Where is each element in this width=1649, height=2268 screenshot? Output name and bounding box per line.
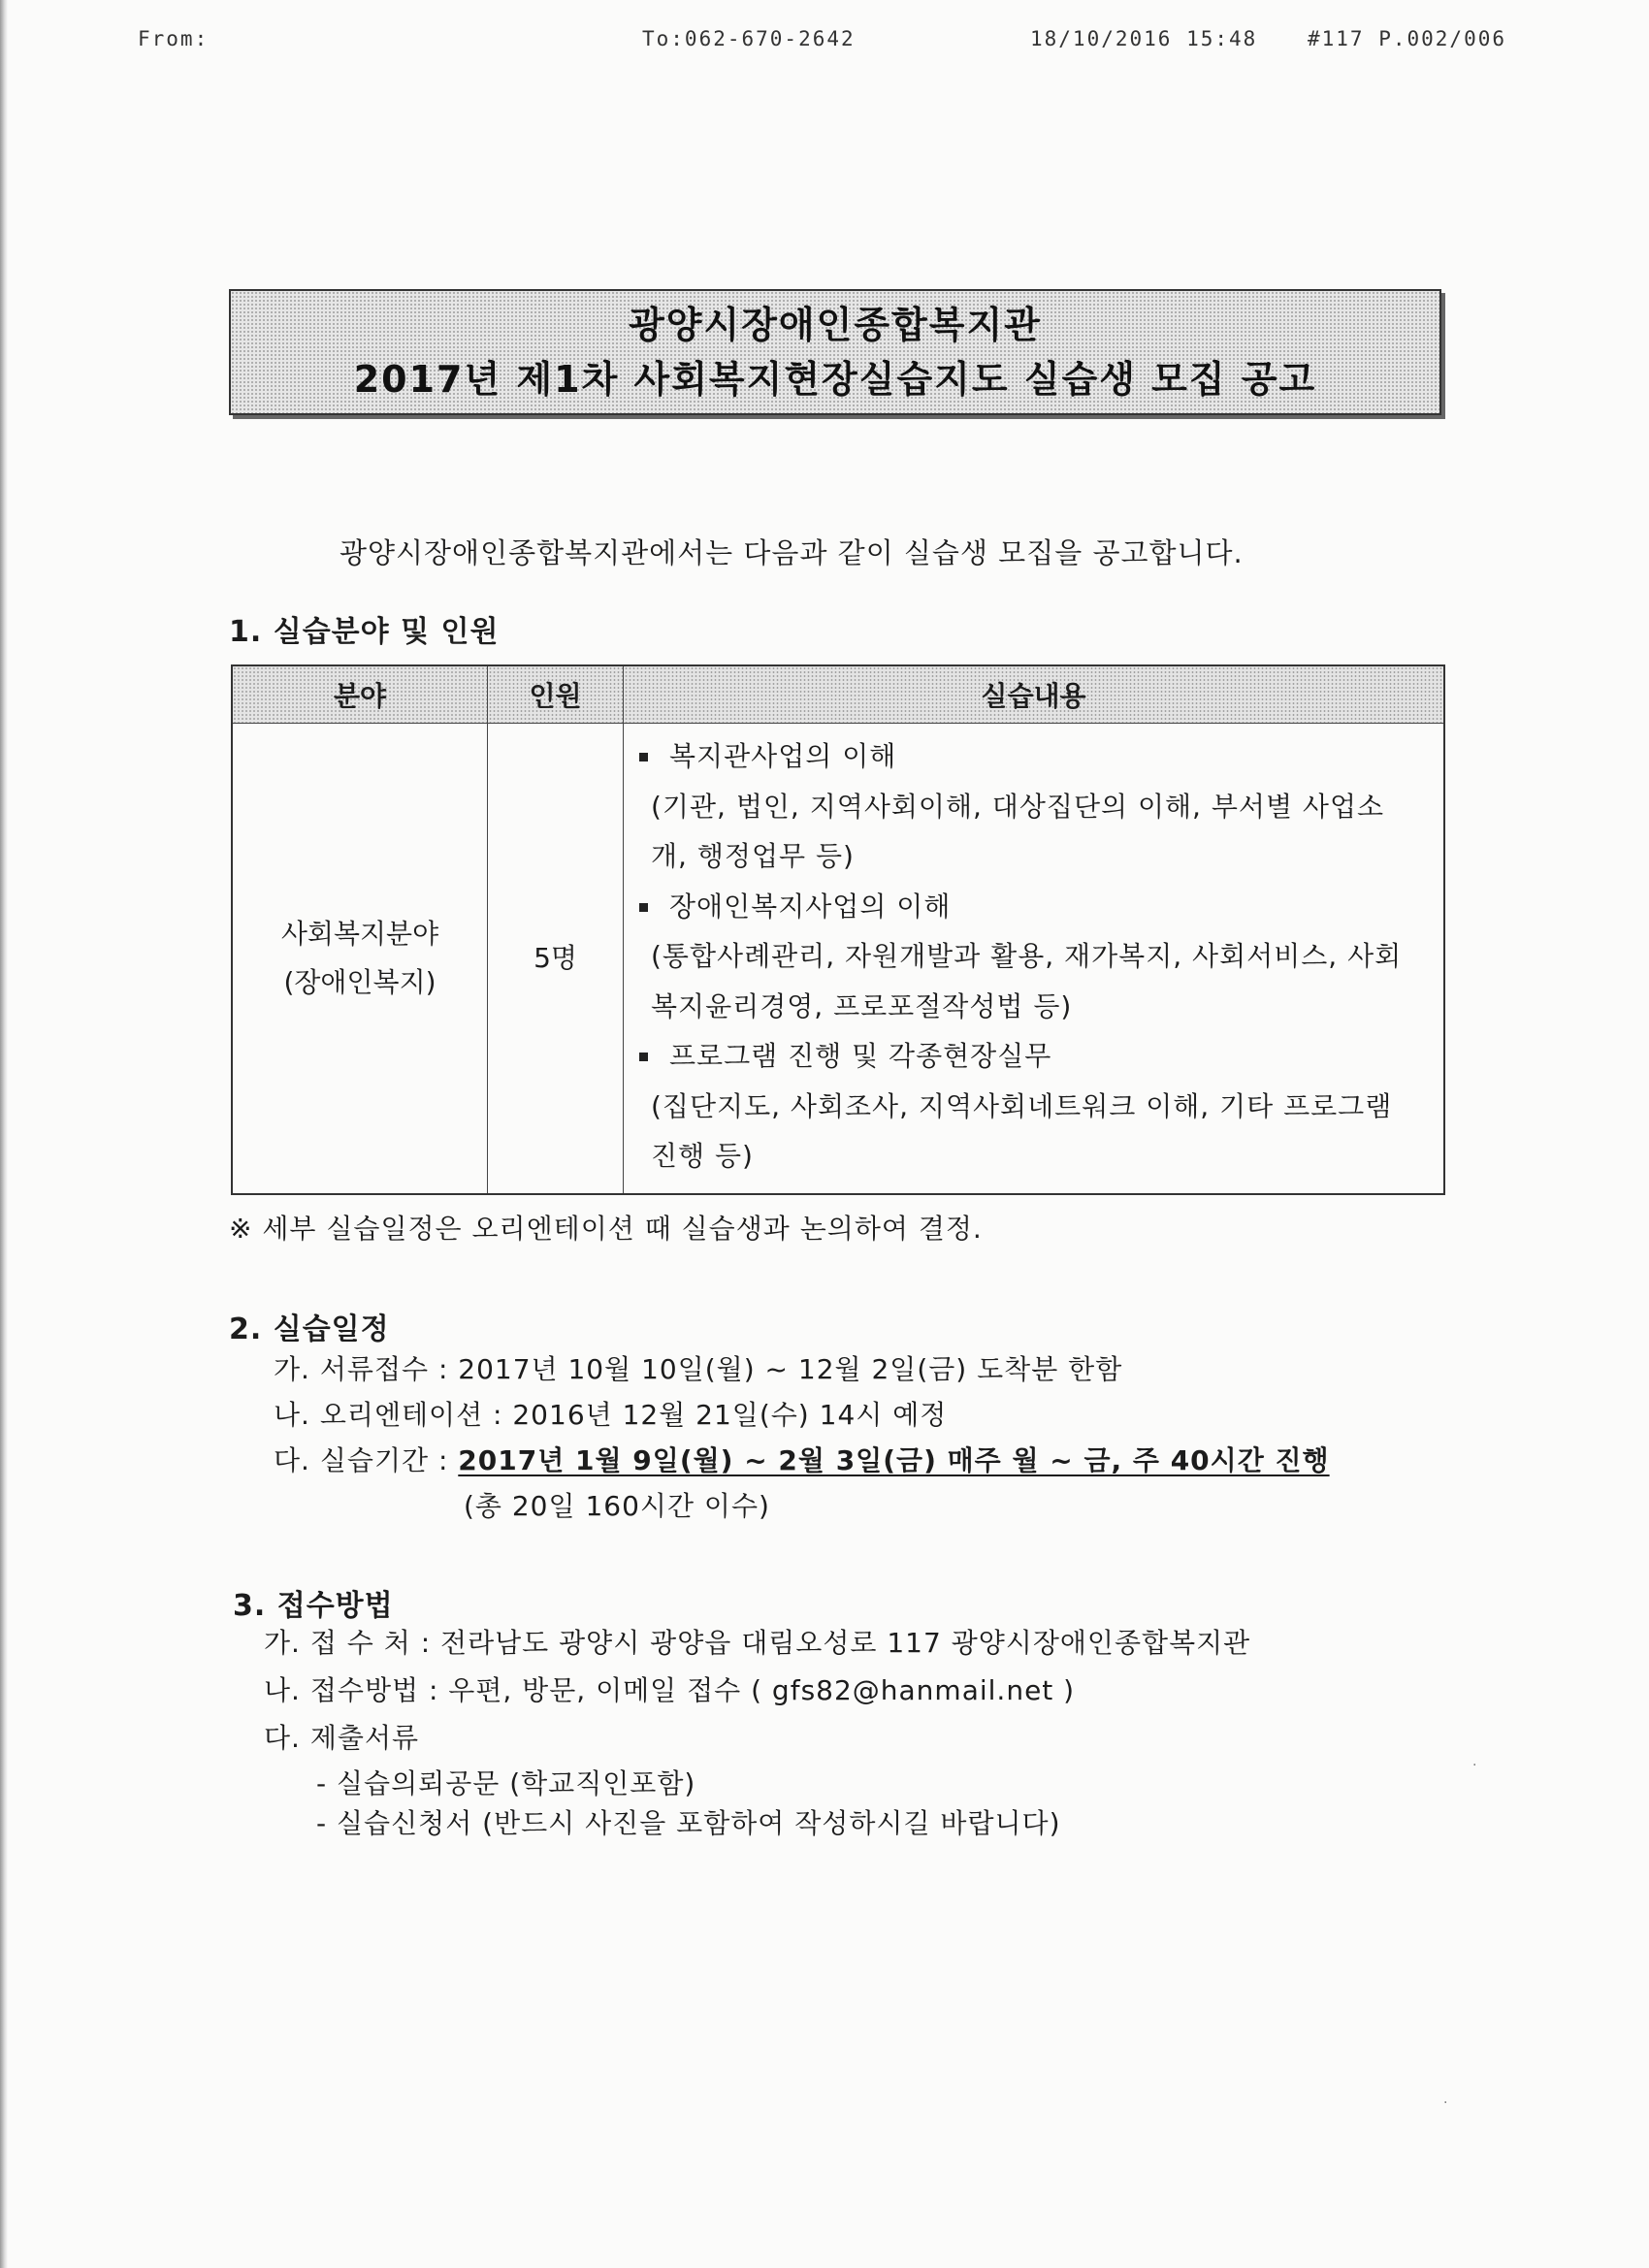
content-line: 개, 행정업무 등) — [651, 840, 855, 872]
content-line: 진행 등) — [651, 1140, 754, 1172]
content-item — [635, 731, 1439, 782]
bullet-square-icon — [639, 753, 648, 761]
fax-to: To:062-670-2642 — [642, 27, 856, 50]
document-item: - 실습신청서 (반드시 사진을 포함하여 작성하시길 바랍니다) — [316, 1807, 1061, 1839]
scan-edge — [0, 0, 8, 2268]
content-line: (집단지도, 사회조사, 지역사회네트워크 이해, 기타 프로그램 — [651, 1089, 1393, 1122]
application-item: 가. 접 수 처 : 전라남도 광양시 광양읍 대림오성로 117 광양시장애인종합복지관 — [264, 1627, 1251, 1659]
title-line-2: 2017년 제1차 사회복지현장실습지도 실습생 모집 공고 — [353, 358, 1317, 401]
field-line-2: (장애인복지) — [283, 965, 436, 998]
table-row — [232, 724, 1444, 1194]
content-line: 장애인복지사업의 이해 — [669, 890, 952, 923]
section1-heading: 1. 실습분야 및 인원 — [229, 615, 500, 649]
field-line-1: 사회복지분야 — [280, 917, 439, 950]
content-item — [635, 882, 1439, 932]
content-line: 복지관사업의 이해 — [669, 740, 897, 772]
scan-speck: · — [1472, 1758, 1477, 1773]
header-field: 분야 — [232, 665, 488, 724]
period-value: 2017년 1월 9일(월) ~ 2월 3일(금) 매주 월 ~ 금, 주 40시간 진행 — [458, 1444, 1330, 1476]
table-header-row — [232, 665, 1444, 724]
content-line: 복지윤리경영, 프로포절작성법 등) — [651, 989, 1073, 1022]
content-line: 프로그램 진행 및 각종현장실무 — [669, 1040, 1052, 1072]
document-item: - 실습의뢰공문 (학교직인포함) — [316, 1767, 696, 1799]
fax-datetime: 18/10/2016 15:48 — [1030, 27, 1258, 50]
schedule-item: 가. 서류접수 : 2017년 10월 10일(월) ~ 12월 2일(금) 도착분 한함 — [274, 1353, 1123, 1385]
section2-heading: 2. 실습일정 — [229, 1312, 390, 1346]
intro-text: 광양시장애인종합복지관에서는 다음과 같이 실습생 모집을 공고합니다. — [340, 536, 1244, 569]
schedule-period — [274, 1440, 1330, 1478]
bullet-square-icon — [639, 1053, 648, 1061]
application-item: 다. 제출서류 — [264, 1722, 420, 1754]
header-content: 실습내용 — [624, 665, 1445, 724]
section3-heading: 3. 접수방법 — [233, 1589, 394, 1623]
cell-content — [624, 724, 1445, 1194]
period-note: (총 20일 160시간 이수) — [464, 1490, 770, 1522]
training-table — [231, 664, 1445, 1195]
cell-count: 5명 — [488, 724, 624, 1194]
period-label: 다. 실습기간 : — [274, 1444, 459, 1476]
content-item — [635, 1031, 1439, 1082]
bullet-square-icon — [639, 903, 648, 912]
title-box — [229, 289, 1441, 415]
cell-field — [232, 724, 488, 1194]
content-line: (기관, 법인, 지역사회이해, 대상집단의 이해, 부서별 사업소 — [651, 790, 1385, 823]
fax-page: #117 P.002/006 — [1308, 27, 1507, 50]
header-count: 인원 — [488, 665, 624, 724]
schedule-note: ※ 세부 실습일정은 오리엔테이션 때 실습생과 논의하여 결정. — [229, 1213, 983, 1245]
title-line-1: 광양시장애인종합복지관 — [629, 304, 1042, 346]
schedule-item: 나. 오리엔테이션 : 2016년 12월 21일(수) 14시 예정 — [274, 1399, 948, 1431]
application-item: 나. 접수방법 : 우편, 방문, 이메일 접수 ( gfs82@hanmail.net ) — [264, 1674, 1076, 1706]
fax-from: From: — [138, 27, 210, 50]
scan-speck: · — [1443, 2095, 1448, 2111]
content-line: (통합사례관리, 자원개발과 활용, 재가복지, 사회서비스, 사회 — [651, 940, 1403, 972]
